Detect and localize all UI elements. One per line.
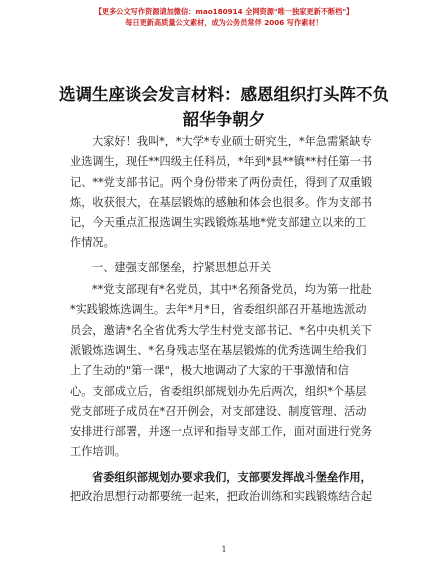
header-banner [0,6,448,28]
section-heading [70,258,388,278]
text-line: 上了生动的"第一课"，极大地调动了大家的干事激情和信 [70,364,349,378]
text-line: 员会，邀请*名全省优秀大学生村党支部书记、*名中央机关下 [70,323,373,337]
text-line: 炼，收获很大，在基层锻炼的感触和体会也很多。作为支部书 [70,195,373,209]
banner-line-2: 每日更新高质量公文素材，成为公务员常伴 2006 写作素材！ [125,18,323,27]
text-line: 心。支部成立后，省委组织部规划办先后两次，组织*个基层 [70,384,367,398]
text-line: 记，今天重点汇报选调生实践锻炼基地*党支部建立以来的工 [70,216,367,230]
title-line-2: 韶华争朝夕 [182,110,266,129]
document-body [70,132,388,511]
paragraph-2 [70,280,388,463]
text-line: 省委组织部规划办要求我们，支部要发挥战斗堡垒作用， [92,469,372,484]
text-line: 大家好！我叫*，*大学*专业硕士研究生，*年急需紧缺专 [92,135,372,148]
text-line: *实践锻炼选调生。去年*月*日，省委组织部召开基地选派动 [70,303,367,317]
paragraph-1 [70,132,388,254]
paragraph-3 [70,467,388,508]
text-line: 安排进行部署，并逐一点评和指导支部工作，面对面进行党务 [70,425,373,439]
text-line: 作情况。 [70,236,115,250]
title-line-1: 选调生座谈会发言材料：感恩组织打头阵不负 [59,85,389,104]
text-line: 把政治思想行动都要统一起来，把政治训练和实践锻炼结合起 [70,490,373,504]
text-line: 派锻炼选调生、*名身残志坚在基层锻炼的优秀选调生给我们 [70,343,367,357]
text-line: 记、**党支部书记。两个身份带来了两份责任，得到了双重锻 [70,175,373,189]
text-line: 业选调生，现任**四级主任科员，*年到*县**镇**村任第一书 [70,155,373,169]
text-line: 工作培训。 [70,445,126,459]
heading-text: 一、建强支部堡垒，拧紧思想总开关 [92,260,272,274]
text-line: 党支部班子成员在*召开例会，对支部建设、制度管理、活动 [70,404,367,418]
banner-line-1: 【更多公文写作资源请加微信：mao180914 全网资源"唯一独家更新不断档"】 [94,7,354,16]
page-number: 1 [221,545,227,554]
text-line: **党支部现有*名党员，其中*名预备党员，均为第一批赴 [92,283,372,297]
document-title [40,82,408,132]
